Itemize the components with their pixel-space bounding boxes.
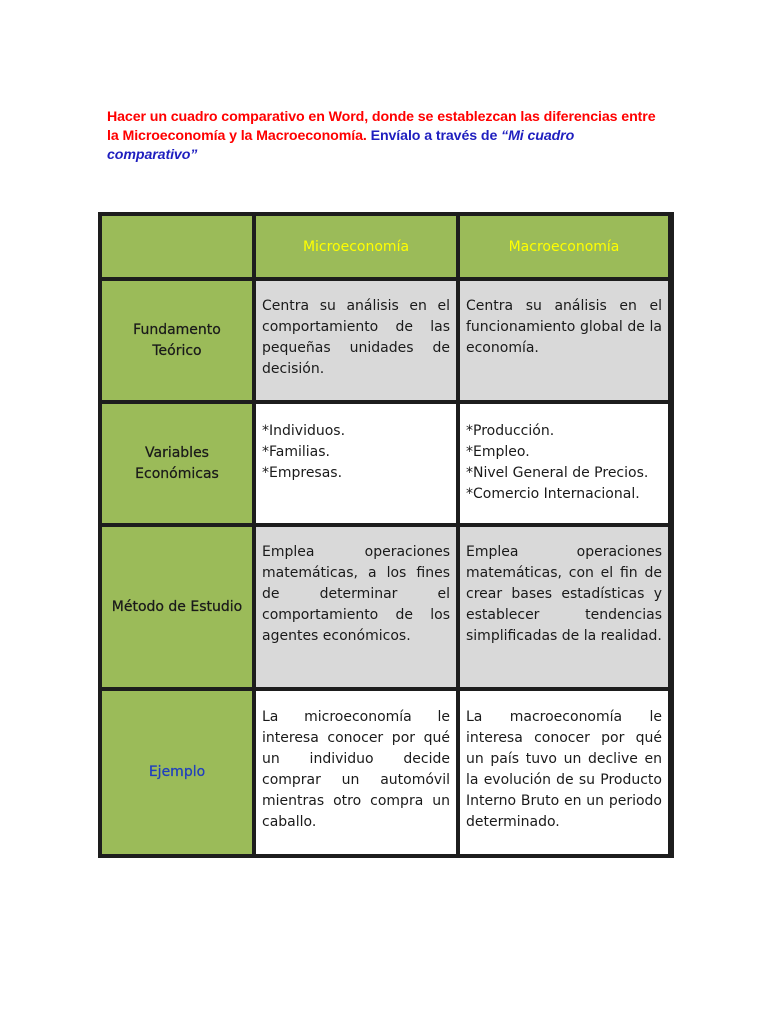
row-label-ejemplo: Ejemplo: [102, 691, 252, 854]
list-item: *Empleo.: [466, 444, 530, 460]
cell-macro-metodo: Emplea operaciones matemáticas, con el fin de crear bases estadísticas y establecer tendencias simplificadas de la realidad.: [460, 527, 668, 687]
list-item: *Individuos.: [262, 423, 346, 439]
list-item: *Producción.: [466, 423, 555, 439]
cell-micro-variables: [256, 404, 456, 523]
cell-macro-fundamento: Centra su análisis en el funcionamiento global de la economía.: [460, 281, 668, 400]
cell-micro-metodo: Emplea operaciones matemáticas, a los fines de determinar el comportamiento de los agentes económicos.: [256, 527, 456, 687]
row-label-metodo-de-estudio: Método de Estudio: [102, 527, 252, 687]
list-item: *Nivel General de Precios.: [466, 465, 649, 481]
header-corner-cell: [102, 216, 252, 277]
cell-macro-ejemplo: La macroeconomía le interesa conocer por qué un país tuvo un declive en la evolución de su Producto Interno Bruto en un periodo determinado.: [460, 691, 668, 854]
list-item: *Comercio Internacional.: [466, 486, 640, 502]
instruction-part-red: Hacer un cuadro comparativo en Word, donde se establezcan las diferencias entre la Microeconomía y la Macroeconomía.: [107, 109, 656, 144]
row-label-variables-economicas: Variables Económicas: [102, 404, 252, 523]
cell-micro-ejemplo: La microeconomía le interesa conocer por qué un individuo decide comprar un automóvil mientras otro compra un caballo.: [256, 691, 456, 854]
instruction-part-blue: Envíalo a través de: [366, 128, 502, 144]
row-label-fundamento-teorico: Fundamento Teórico: [102, 281, 252, 400]
instruction-part-italic: “Mi cuadro comparativo”: [107, 128, 575, 163]
cell-macro-variables: [460, 404, 668, 523]
comparison-table: [98, 212, 674, 858]
header-macroeconomia: Macroeconomía: [460, 216, 668, 277]
list-item: *Familias.: [262, 444, 330, 460]
header-microeconomia: Microeconomía: [256, 216, 456, 277]
cell-micro-fundamento: Centra su análisis en el comportamiento de las pequeñas unidades de decisión.: [256, 281, 456, 400]
instruction-text: [107, 108, 667, 165]
list-item: *Empresas.: [262, 465, 343, 481]
